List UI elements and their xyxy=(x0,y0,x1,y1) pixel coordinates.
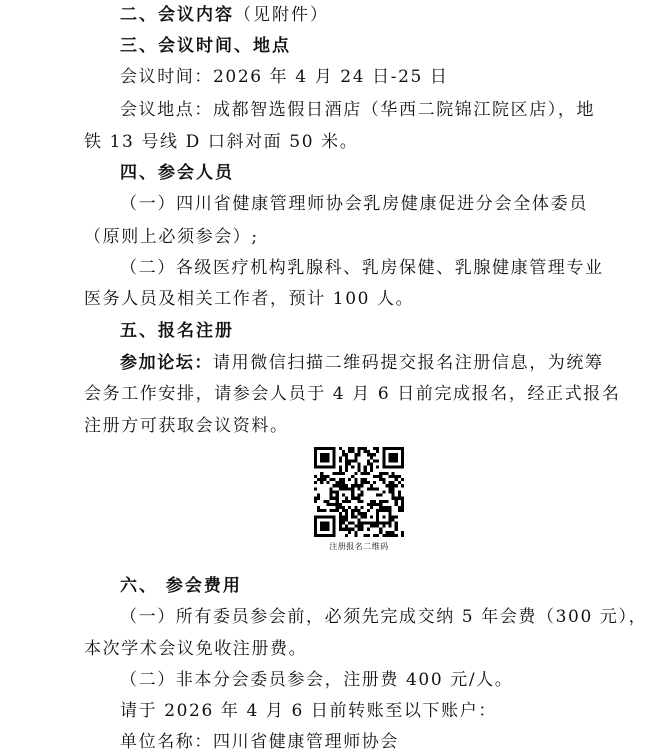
section-2-title: 二、会议内容 xyxy=(120,5,234,25)
registration-line3: 注册方可获取会议资料。 xyxy=(84,416,289,436)
transfer-instruction: 请于 2026 年 4 月 6 日前转账至以下账户： xyxy=(120,701,497,721)
account-name: 单位名称：四川省健康管理师协会 xyxy=(120,732,399,752)
qr-caption: 注册报名二维码 xyxy=(329,542,389,551)
registration-qr-code[interactable] xyxy=(314,447,404,537)
registration-line1-text: 请用微信扫描二维码提交报名注册信息，为统筹 xyxy=(213,353,604,373)
fee-item1-line2: 本次学术会议免收注册费。 xyxy=(84,639,308,659)
fee-item2: （二）非本分会委员参会，注册费 400 元/人。 xyxy=(120,670,514,690)
meeting-venue-line2: 铁 13 号线 D 口斜对面 50 米。 xyxy=(84,132,359,152)
section-heading-registration: 五、报名注册 xyxy=(120,321,234,341)
section-2-note: （见附件） xyxy=(234,5,329,25)
fee-item1-line1: （一）所有委员参会前，必须先完成交纳 5 年会费（300 元）， xyxy=(120,607,648,627)
section-heading-attendees: 四、参会人员 xyxy=(120,163,234,183)
registration-label: 参加论坛： xyxy=(120,353,213,373)
section-heading-time-place: 三、会议时间、地点 xyxy=(120,36,291,56)
attendee-item2-line2: 医务人员及相关工作者，预计 100 人。 xyxy=(84,289,415,309)
meeting-time: 会议时间：2026 年 4 月 24 日-25 日 xyxy=(120,67,449,87)
section-heading-content xyxy=(120,4,588,26)
section-heading-fees: 六、 参会费用 xyxy=(120,576,242,596)
registration-line1 xyxy=(120,352,604,374)
attendee-item1-line2: （原则上必须参会）; xyxy=(84,227,259,247)
meeting-venue-line1: 会议地点：成都智选假日酒店（华西二院锦江院区店），地 xyxy=(120,100,596,120)
attendee-item2-line1: （二）各级医疗机构乳腺科、乳房保健、乳腺健康管理专业 xyxy=(120,258,604,278)
attendee-item1-line1: （一）四川省健康管理师协会乳房健康促进分会全体委员 xyxy=(120,194,588,214)
registration-line2: 会务工作安排，请参会人员于 4 月 6 日前完成报名，经正式报名 xyxy=(84,384,621,404)
